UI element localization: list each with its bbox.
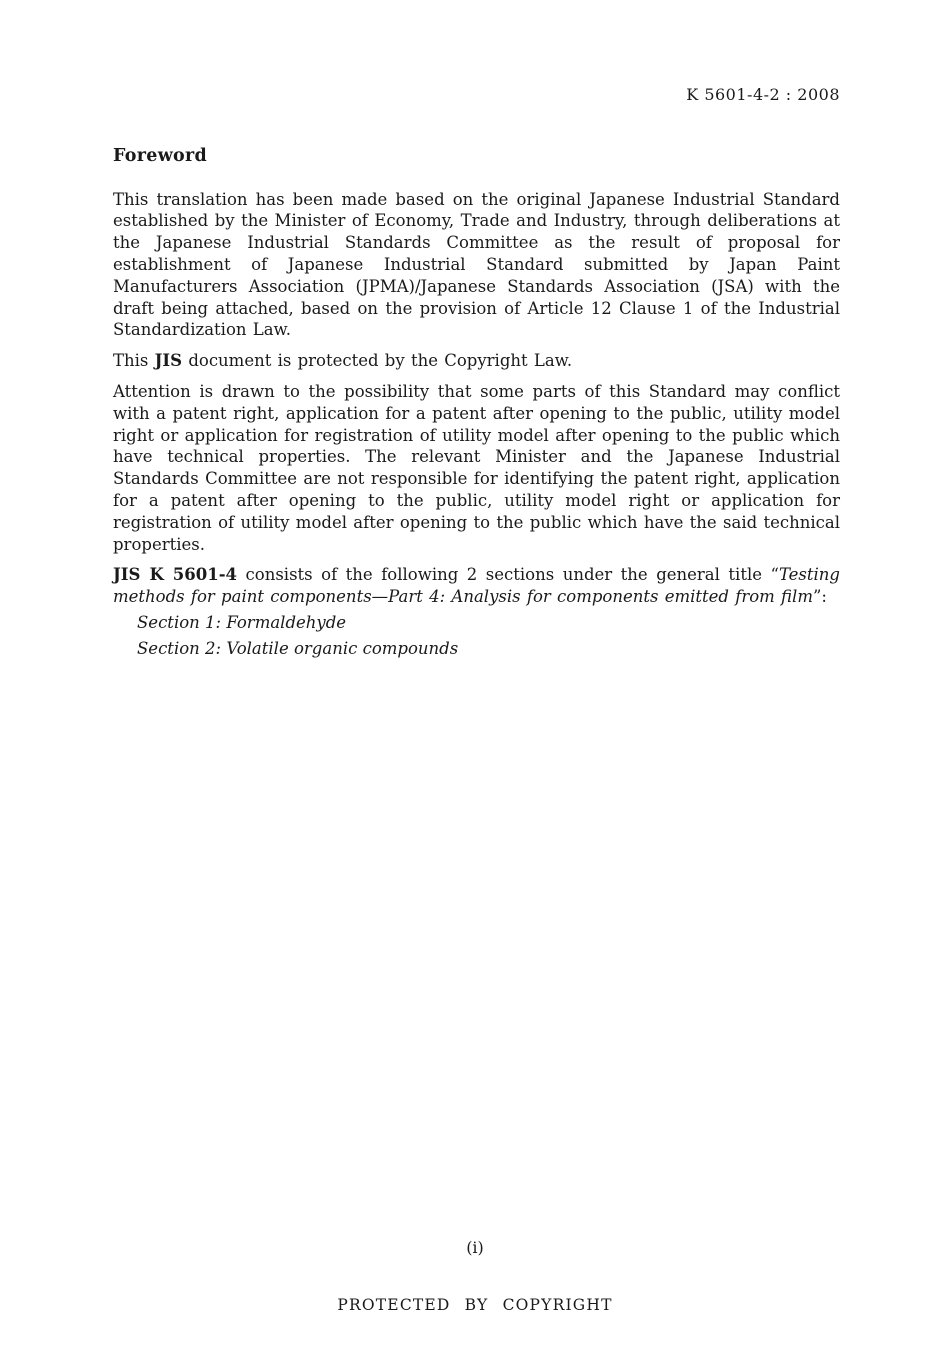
page-content bbox=[0, 0, 950, 660]
sections-intro-text: consists of the following 2 sections under the general title “ bbox=[237, 565, 779, 585]
foreword-heading: Foreword bbox=[113, 145, 208, 166]
sections-intro-general-title: Testing methods for paint components—Part 4: Analysis for components emitted from film bbox=[113, 565, 840, 607]
paragraph-patent-notice: Attention is drawn to the possibility that some parts of this Standard may conflict with a patent right, application for a patent after opening to the public, utility model right or application for registration of utility model after opening to the public which have technical properties. The relevant Minister and the Japanese Industrial Standards Committee are not responsible for identifying the patent right, application for a patent after opening to the public, utility model right or application for registration of utility model after opening to the public which have the said technical properties. bbox=[113, 381, 840, 554]
copyright-notice-jis: JIS bbox=[154, 351, 183, 371]
standard-number: K 5601-4-2 : 2008 bbox=[686, 85, 840, 104]
sections-intro-suffix: ”: bbox=[812, 587, 827, 607]
section-list-item-2: Section 2: Volatile organic compounds bbox=[137, 638, 459, 658]
page-number: (i) bbox=[466, 1238, 484, 1257]
copyright-notice-prefix: This bbox=[113, 351, 155, 371]
paragraph-copyright-notice bbox=[113, 350, 840, 372]
section-list-item-1: Section 1: Formaldehyde bbox=[137, 612, 347, 632]
sections-intro-standard-id: JIS K 5601-4 bbox=[113, 565, 238, 585]
copyright-notice-suffix: document is protected by the Copyright Law. bbox=[182, 351, 573, 371]
paragraph-sections-intro bbox=[113, 564, 840, 608]
copyright-footer: PROTECTED BY COPYRIGHT bbox=[337, 1296, 613, 1314]
paragraph-translation-basis: This translation has been made based on the original Japanese Industrial Standard established by the Minister of Economy, Trade and Industry, through deliberations at the Japanese Industrial Standards Committee as the result of proposal for establishment of Japanese Industrial Standard submitted by Japan Paint Manufacturers Association (JPMA)/Japanese Standards Association (JSA) with the draft being attached, based on the provision of Article 12 Clause 1 of the Industrial Standardization Law. bbox=[113, 189, 840, 340]
